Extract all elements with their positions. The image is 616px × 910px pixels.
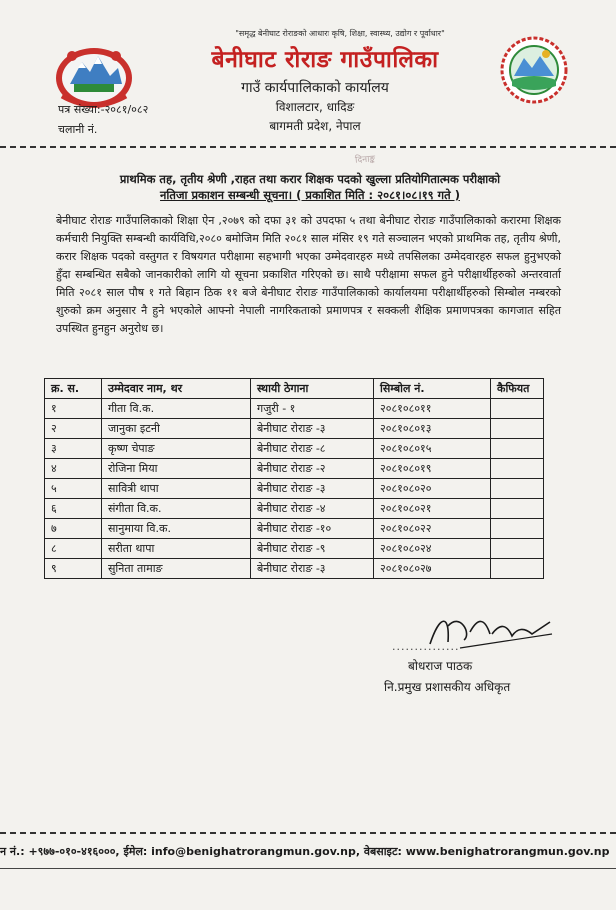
footer-website-label: वेबसाइट: — [363, 845, 402, 858]
header-address: स्थायी ठेगाना — [251, 379, 374, 399]
cell-serial: ७ — [45, 519, 102, 539]
table-row — [45, 459, 544, 479]
table-row — [45, 419, 544, 439]
address-line-1: विशालटार, धादिङ — [275, 100, 355, 114]
signatory-name: बोधराज पाठक — [408, 659, 473, 673]
cell-address: बेनीघाट रोराङ -३ — [251, 559, 374, 579]
cell-address: बेनीघाट रोराङ -९ — [251, 539, 374, 559]
cell-address: बेनीघाट रोराङ -८ — [251, 439, 374, 459]
cell-remarks — [491, 479, 544, 499]
cell-remarks — [491, 399, 544, 419]
table-row — [45, 539, 544, 559]
footer-phone: न नं.: +९७७-०१०-४१६०००, — [0, 845, 120, 858]
footer-email-label: ईमेल: — [123, 845, 148, 858]
cell-name: सावित्री थापा — [102, 479, 251, 499]
cell-address: बेनीघाट रोराङ -३ — [251, 419, 374, 439]
subject-line-2-text: नतिजा प्रकाशन सम्बन्धी सूचना। ( प्रकाशित मिति : २०८१।०८।१९ गते ) — [160, 188, 460, 202]
faint-stamp: दिनाङ्क — [354, 154, 376, 166]
cell-serial: २ — [45, 419, 102, 439]
cell-serial: १ — [45, 399, 102, 419]
cell-symbol: २०८१०८०११ — [374, 399, 491, 419]
cell-symbol: २०८१०८०२० — [374, 479, 491, 499]
cell-serial: ४ — [45, 459, 102, 479]
letter-number: पत्र संख्या:-२०८१/०८२ — [58, 103, 149, 116]
cell-symbol: २०८१०८०२२ — [374, 519, 491, 539]
cell-serial: ५ — [45, 479, 102, 499]
table-header-row — [45, 379, 544, 399]
cell-name: कृष्ण चेपाङ — [102, 439, 251, 459]
org-name: बेनीघाट रोराङ गाउँपालिका — [211, 47, 439, 73]
cell-remarks — [491, 419, 544, 439]
signatory-title: नि.प्रमुख प्रशासकीय अधिकृत — [384, 680, 511, 694]
chalani-number: चलानी नं. — [58, 123, 98, 136]
table-row — [45, 479, 544, 499]
footer-website[interactable]: www.benighatrorangmun.gov.np — [405, 845, 610, 858]
table-row — [45, 399, 544, 419]
cell-remarks — [491, 539, 544, 559]
header-serial: क्र. स. — [45, 379, 102, 399]
office-name: गाउँ कार्यपालिकाको कार्यालय — [241, 80, 389, 96]
footer-contact — [0, 844, 616, 859]
nepal-emblem-logo — [52, 38, 136, 112]
footer-email[interactable]: info@benighatrorangmun.gov.np, — [151, 845, 361, 858]
cell-name: सरीता थापा — [102, 539, 251, 559]
cell-serial: ६ — [45, 499, 102, 519]
subject-line-2 — [60, 188, 560, 203]
table-row — [45, 559, 544, 579]
cell-address: बेनीघाट रोराङ -२ — [251, 459, 374, 479]
footer-bottom-rule — [0, 868, 616, 869]
signature-dots: ............... — [392, 640, 460, 653]
cell-remarks — [491, 499, 544, 519]
cell-remarks — [491, 459, 544, 479]
results-table — [44, 378, 544, 579]
header-symbol: सिम्बोल नं. — [374, 379, 491, 399]
subject-line-1: प्राथमिक तह, तृतीय श्रेणी ,राहत तथा करार शिक्षक पदको खुल्ला प्रतियोगितात्मक परीक्षाको — [119, 172, 501, 186]
cell-symbol: २०८१०८०२१ — [374, 499, 491, 519]
cell-address: बेनीघाट रोराङ -४ — [251, 499, 374, 519]
cell-name: जानुका इटनी — [102, 419, 251, 439]
cell-serial: ३ — [45, 439, 102, 459]
cell-serial: ८ — [45, 539, 102, 559]
table-row — [45, 439, 544, 459]
cell-name: सानुमाया वि.क. — [102, 519, 251, 539]
table-row — [45, 499, 544, 519]
cell-name: संगीता वि.क. — [102, 499, 251, 519]
cell-name: रोजिना मिया — [102, 459, 251, 479]
cell-address: बेनीघाट रोराङ -३ — [251, 479, 374, 499]
cell-remarks — [491, 439, 544, 459]
cell-symbol: २०८१०८०१३ — [374, 419, 491, 439]
footer-divider — [0, 832, 616, 834]
cell-address: बेनीघाट रोराङ -१० — [251, 519, 374, 539]
municipality-logo — [500, 36, 568, 104]
header-divider — [0, 146, 616, 148]
cell-remarks — [491, 519, 544, 539]
notice-body: बेनीघाट रोराङ गाउँपालिकाको शिक्षा ऐन ,२०७९ को दफा ३१ को उपदफा ५ तथा बेनीघाट रोराङ गाउँपालिकाको करारमा शिक्षक कर्मचारी नियुक्ति सम्बन्धी कार्यविधि,२०८० बमोजिम मिति २०८१ साल मंसिर १९ गते सञ्चालन भएको प्राथमिक तह, तृतीय श्रेणी, करार शिक्षक पदको वस्तुगत र विषयगत परीक्षामा सहभागी भएका उम्मेदवारहरु मध्ये तपसिलका उम्मेदवारहरु सफल हुनुभएको हुँदा सम्बन्धित सबैको जानकारीको लागि यो सूचना प्रकाशित गरिएको छ। साथै परीक्षामा सफल हुने परीक्षार्थीहरुको अन्तरवार्ता मिति २०८१ साल पौष १ गते बिहान ठिक ११ बजे बेनीघाट रोराङ गाउँपालिकाको कार्यालयमा परीक्षार्थीहरुको सिम्बोल नम्बरको शुरुको क्रम अनुसार नै हुने भएकोले आफ्नो नेपाली नागरिकताको प्रमाणपत्र र सक्कली शैक्षिक प्रमाणपत्रका कागजात सहित उपस्थित हुनहुन अनुरोध छ। — [56, 214, 561, 335]
cell-symbol: २०८१०८०१९ — [374, 459, 491, 479]
cell-name: गीता वि.क. — [102, 399, 251, 419]
cell-address: गजुरी - १ — [251, 399, 374, 419]
header-name: उम्मेदवार नाम, थर — [102, 379, 251, 399]
cell-name: सुनिता तामाङ — [102, 559, 251, 579]
address-line-2: बागमती प्रदेश, नेपाल — [269, 119, 361, 133]
cell-serial: ९ — [45, 559, 102, 579]
table-row — [45, 519, 544, 539]
motto: "समृद्ध बेनीघाट रोराङको आधारः कृषि, शिक्षा, स्वास्थ्य, उद्योग र पूर्वाधार" — [235, 29, 445, 38]
cell-remarks — [491, 559, 544, 579]
cell-symbol: २०८१०८०१५ — [374, 439, 491, 459]
header-remarks: कैफियत — [491, 379, 544, 399]
cell-symbol: २०८१०८०२४ — [374, 539, 491, 559]
cell-symbol: २०८१०८०२७ — [374, 559, 491, 579]
